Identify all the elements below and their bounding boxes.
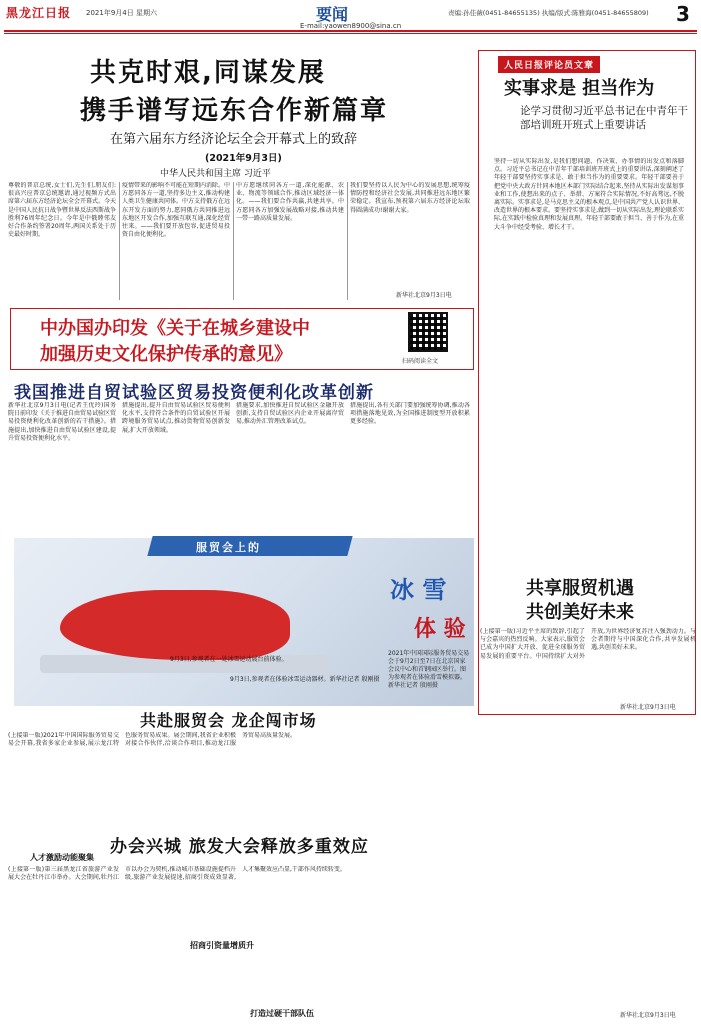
photo-caption-2: 9月3日,参观者在体验冰雪运动器材。新华社记者 殷刚摄 (230, 676, 380, 683)
section-title: 要闻 (316, 5, 349, 24)
trade-column-3: 措施要求,加快推进自贸试验区金融开放创新,支持自贸试验区内企业开展离岸贸易,推动外汇管理改革试点。 (236, 402, 344, 426)
policy-headline-line1: 中办国办印发《关于在城乡建设中 (40, 318, 310, 339)
page-number: 3 (676, 2, 690, 26)
commentary-title: 实事求是 担当作为 (504, 78, 655, 99)
newspaper-logo: 黑龙江日报 (6, 6, 72, 20)
trade-column-2: 措施提出,提升自由贸易试验区贸易便利化水平,支持符合条件的自贸试验区开展跨境服务贸易试点,推动货物贸易创新发展,扩大开放领域。 (122, 402, 230, 434)
editors-credit: 责编:孙佳薇(0451-84655135) 执编/版式:陈雅海(0451-84655809) (448, 9, 649, 17)
photo-bobsled (60, 590, 290, 660)
expo-subhead-3: 打造过硬干部队伍 (250, 1009, 314, 1018)
commentary-tag: 人民日报评论员文章 (498, 56, 600, 73)
header-rule (4, 30, 697, 32)
right-signoff: 新华社北京9月3日电 (620, 1012, 676, 1019)
trade-column-4: 措施提出,各有关部门要加强统筹协调,推动各项措施落地见效,为全国推进制度型开放积累更多经验。 (350, 402, 470, 426)
expo-title: 办会兴城 旅发大会释放多重效应 (110, 837, 369, 857)
commentary-signoff: 新华社北京9月3日电 (620, 704, 676, 711)
photo-caption-1: 9月3日,参观者在一处冰雪运动展台前体验。 (170, 656, 288, 663)
trade-column-1: 新华社北京9月3日电(记者王优玲)国务院日前印发《关于推进自由贸易试验区贸易投资便利化改革创新的若干措施》。措施提出,加快推进自由贸易试验区建设,提升贸易投资便利化水平。 (8, 402, 116, 442)
column-divider (119, 182, 120, 300)
commentary-body: 坚持一切从实际出发,是我们想问题、作决策、办事情的出发点和落脚点。习近平总书记在中青年干部培训班开班式上的重要讲话,深刻阐述了年轻干部要坚持实事求是、敢于担当作为的重要要求。年轻干部要善于把党中央大政方针同本地区本部门实际结合起来,坚持从实际出发谋划事业和工作,使想出来的点子、举措、方案符合实际情况,不好高骛远,不脱离实际。实事求是,是马克思主义的根本观点,是中国共产党人认识世界、改造世界的根本要求。要坚持实事求是,做到一切从实际出发,理论联系实际,在实践中检验真理和发展真理。年轻干部要敢于担当、善于作为,在重大斗争中经受考验、增长才干。 (494, 158, 684, 231)
column-divider (233, 182, 234, 300)
expo-body: (上接第一版)第三届黑龙江省旅游产业发展大会在牡丹江市举办。大会期间,牡丹江市以办会为契机,推动城市基础设施提档升级,旅游产业发展提速,招商引资成效显著,人才集聚效应凸显,干部作风持续转变。 (8, 866, 346, 882)
right-title-line2: 共创美好未来 (526, 602, 634, 623)
lead-column-4: 我们要坚持以人民为中心的发展思想,统筹疫情防控和经济社会发展,共同推进远东地区繁荣稳定。我宣布,预祝第六届东方经济论坛取得圆满成功!谢谢大家。 (350, 182, 470, 214)
fair-title: 共赴服贸会 龙企闯市场 (140, 711, 317, 730)
lead-title-line2: 携手谱写远东合作新篇章 (80, 96, 389, 126)
lead-byline: 中华人民共和国主席 习近平 (160, 169, 271, 179)
photo-caption-right: 2021年中国国际服务贸易交易会于9月2日至7日在北京国家会议中心和首钢园区举行。图为参观者在体验滑雪模拟器。新华社记者 殷刚摄 (388, 650, 470, 689)
photo-title-b: 体 验 (414, 617, 466, 642)
lead-date: (2021年9月3日) (205, 153, 282, 164)
lead-title-line1: 共克时艰,同谋发展 (90, 58, 326, 88)
right-body: (上接第一版)习近平主席的致辞,引起了与会嘉宾的热烈反响。大家表示,服贸会已成为中国扩大开放、促进全球服务贸易发展的重要平台。中国持续扩大对外开放,为世界经济复苏注入强劲动力。与会者期待与中国深化合作,共享发展机遇,共创美好未来。 (480, 628, 696, 660)
expo-subhead-1: 人才激励动能聚集 (30, 853, 94, 862)
qr-caption: 扫码阅读全文 (402, 358, 439, 365)
lead-column-3: 中方愿继续同各方一道,深化能源、农业、物流等领域合作,推动区域经济一体化。——我们要合作共赢,共建共享。中方愿同各方加强发展战略对接,推动共建一带一路高质量发展。 (236, 182, 344, 222)
expo-subhead-2: 招商引资量增质升 (190, 941, 254, 950)
header-rule-thin (4, 33, 697, 34)
lead-column-2: 疫情带来的影响不可能在短期内消除。中方愿同各方一道,坚持多边主义,推动构建人类卫生健康共同体。中方支持俄方在远东开发方面的努力,愿同俄方共同推进远东地区开发合作,加强互联互通,深化经贸往来。——我们要开放包容,促进贸易投资自由化便利化。 (122, 182, 230, 239)
commentary-subtitle: 论学习贯彻习近平总书记在中青年干部培训班开班式上重要讲话 (520, 105, 688, 131)
lead-subtitle: 在第六届东方经济论坛全会开幕式上的致辞 (110, 132, 358, 147)
photo-banner-text: 服贸会上的 (196, 541, 261, 554)
column-divider (347, 182, 348, 300)
trade-title: 我国推进自贸试验区贸易投资便利化改革创新 (14, 383, 374, 403)
lead-signoff: 新华社北京9月3日电 (396, 292, 452, 299)
lead-column-1: 尊敬的普京总统,女士们,先生们,朋友们:很高兴应普京总统邀请,通过视频方式出席第六届东方经济论坛全会开幕式。今天是中国人民抗日战争暨世界反法西斯战争胜利76周年纪念日。今年是中俄睦邻友好合作条约签署20周年,两国关系处于历史最好时期。 (8, 182, 116, 239)
qr-code[interactable] (408, 312, 448, 352)
right-title-line1: 共享服贸机遇 (526, 578, 634, 599)
fair-body: (上接第一版)2021年中国国际服务贸易交易会开幕,我省多家企业参展,展示龙江特色服务贸易成果。展会期间,我省企业积极对接合作伙伴,洽谈合作项目,推动龙江服务贸易高质量发展。 (8, 732, 297, 748)
section-email: E-mail:yaowen8900@sina.cn (300, 22, 402, 30)
photo-title-a: 冰 雪 (390, 576, 447, 604)
issue-date: 2021年9月4日 星期六 (86, 9, 157, 17)
policy-headline-line2: 加强历史文化保护传承的意见》 (40, 344, 292, 365)
